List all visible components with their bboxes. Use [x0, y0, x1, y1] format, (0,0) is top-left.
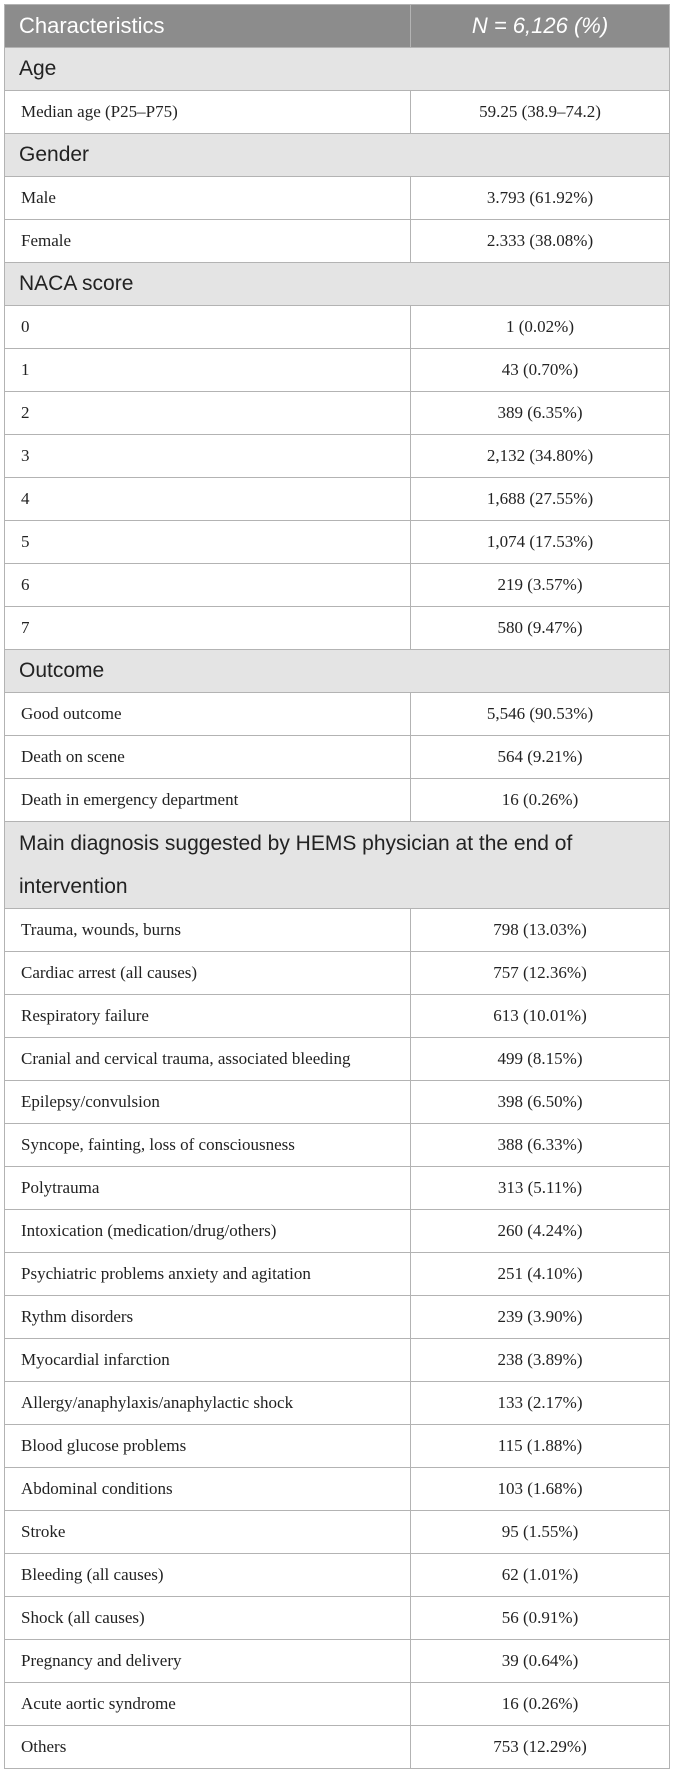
row-label: Female	[5, 220, 411, 263]
row-label: Death on scene	[5, 736, 411, 779]
row-label: 4	[5, 478, 411, 521]
table-row	[5, 478, 670, 521]
table-row	[5, 177, 670, 220]
section-row	[5, 134, 670, 177]
row-label: 3	[5, 435, 411, 478]
row-value: 5,546 (90.53%)	[411, 693, 670, 736]
row-value: 133 (2.17%)	[411, 1382, 670, 1425]
row-value: 398 (6.50%)	[411, 1081, 670, 1124]
row-label: 2	[5, 392, 411, 435]
row-label: Psychiatric problems anxiety and agitation	[5, 1253, 411, 1296]
row-value: 798 (13.03%)	[411, 909, 670, 952]
row-value: 238 (3.89%)	[411, 1339, 670, 1382]
row-value: 239 (3.90%)	[411, 1296, 670, 1339]
row-label: Good outcome	[5, 693, 411, 736]
table-header	[5, 5, 670, 48]
row-value: 260 (4.24%)	[411, 1210, 670, 1253]
table-row	[5, 1081, 670, 1124]
header-characteristics: Characteristics	[5, 5, 411, 48]
row-value: 1 (0.02%)	[411, 306, 670, 349]
header-row	[5, 5, 670, 48]
row-label: Intoxication (medication/drug/others)	[5, 1210, 411, 1253]
table-row	[5, 1382, 670, 1425]
row-value: 1,074 (17.53%)	[411, 521, 670, 564]
row-value: 1,688 (27.55%)	[411, 478, 670, 521]
row-value: 388 (6.33%)	[411, 1124, 670, 1167]
section-title: Age	[5, 48, 670, 91]
row-value: 43 (0.70%)	[411, 349, 670, 392]
section-title: Outcome	[5, 650, 670, 693]
row-value: 753 (12.29%)	[411, 1726, 670, 1769]
row-label: Rythm disorders	[5, 1296, 411, 1339]
row-label: Abdominal conditions	[5, 1468, 411, 1511]
table-row	[5, 1726, 670, 1769]
row-value: 251 (4.10%)	[411, 1253, 670, 1296]
row-value: 16 (0.26%)	[411, 779, 670, 822]
section-title: Gender	[5, 134, 670, 177]
table-row	[5, 1167, 670, 1210]
row-value: 16 (0.26%)	[411, 1683, 670, 1726]
row-label: Acute aortic syndrome	[5, 1683, 411, 1726]
table-row	[5, 1425, 670, 1468]
row-label: 7	[5, 607, 411, 650]
row-value: 564 (9.21%)	[411, 736, 670, 779]
row-value: 389 (6.35%)	[411, 392, 670, 435]
row-label: Others	[5, 1726, 411, 1769]
row-label: Median age (P25–P75)	[5, 91, 411, 134]
row-value: 2.333 (38.08%)	[411, 220, 670, 263]
table-row	[5, 564, 670, 607]
row-label: 1	[5, 349, 411, 392]
section-row	[5, 48, 670, 91]
section-title: Main diagnosis suggested by HEMS physician at the end of intervention	[5, 822, 670, 909]
table-row	[5, 1640, 670, 1683]
row-value: 59.25 (38.9–74.2)	[411, 91, 670, 134]
table-row	[5, 736, 670, 779]
table-row	[5, 1253, 670, 1296]
table-row	[5, 1038, 670, 1081]
section-row	[5, 263, 670, 306]
row-label: 0	[5, 306, 411, 349]
header-n: N = 6,126 (%)	[411, 5, 670, 48]
table-row	[5, 779, 670, 822]
row-label: Myocardial infarction	[5, 1339, 411, 1382]
row-label: Cranial and cervical trauma, associated bleeding	[5, 1038, 411, 1081]
row-label: Stroke	[5, 1511, 411, 1554]
table-row	[5, 693, 670, 736]
row-label: Allergy/anaphylaxis/anaphylactic shock	[5, 1382, 411, 1425]
row-value: 2,132 (34.80%)	[411, 435, 670, 478]
row-value: 56 (0.91%)	[411, 1597, 670, 1640]
row-value: 3.793 (61.92%)	[411, 177, 670, 220]
table-row	[5, 1683, 670, 1726]
table-row	[5, 392, 670, 435]
table-row	[5, 995, 670, 1038]
row-value: 757 (12.36%)	[411, 952, 670, 995]
table-row	[5, 349, 670, 392]
section-title: NACA score	[5, 263, 670, 306]
row-label: Epilepsy/convulsion	[5, 1081, 411, 1124]
table-row	[5, 306, 670, 349]
row-value: 499 (8.15%)	[411, 1038, 670, 1081]
table-row	[5, 909, 670, 952]
row-label: Bleeding (all causes)	[5, 1554, 411, 1597]
row-label: 6	[5, 564, 411, 607]
row-value: 580 (9.47%)	[411, 607, 670, 650]
table-row	[5, 1597, 670, 1640]
row-label: Blood glucose problems	[5, 1425, 411, 1468]
row-label: Death in emergency department	[5, 779, 411, 822]
row-value: 219 (3.57%)	[411, 564, 670, 607]
table-body	[5, 48, 670, 1769]
section-row	[5, 650, 670, 693]
row-label: Pregnancy and delivery	[5, 1640, 411, 1683]
table-row	[5, 1554, 670, 1597]
characteristics-table	[4, 4, 670, 1769]
table-row	[5, 607, 670, 650]
row-value: 115 (1.88%)	[411, 1425, 670, 1468]
row-label: Trauma, wounds, burns	[5, 909, 411, 952]
table-row	[5, 1468, 670, 1511]
row-label: Shock (all causes)	[5, 1597, 411, 1640]
row-label: Respiratory failure	[5, 995, 411, 1038]
row-label: Polytrauma	[5, 1167, 411, 1210]
table-row	[5, 220, 670, 263]
table-row	[5, 1210, 670, 1253]
row-label: 5	[5, 521, 411, 564]
table-row	[5, 435, 670, 478]
row-value: 313 (5.11%)	[411, 1167, 670, 1210]
row-value: 613 (10.01%)	[411, 995, 670, 1038]
table-row	[5, 91, 670, 134]
table-row	[5, 1296, 670, 1339]
table-row	[5, 1124, 670, 1167]
row-label: Syncope, fainting, loss of consciousness	[5, 1124, 411, 1167]
row-value: 62 (1.01%)	[411, 1554, 670, 1597]
table-row	[5, 952, 670, 995]
row-value: 39 (0.64%)	[411, 1640, 670, 1683]
row-label: Cardiac arrest (all causes)	[5, 952, 411, 995]
section-row	[5, 822, 670, 909]
row-value: 103 (1.68%)	[411, 1468, 670, 1511]
row-value: 95 (1.55%)	[411, 1511, 670, 1554]
table-row	[5, 1339, 670, 1382]
table-row	[5, 1511, 670, 1554]
table-row	[5, 521, 670, 564]
row-label: Male	[5, 177, 411, 220]
